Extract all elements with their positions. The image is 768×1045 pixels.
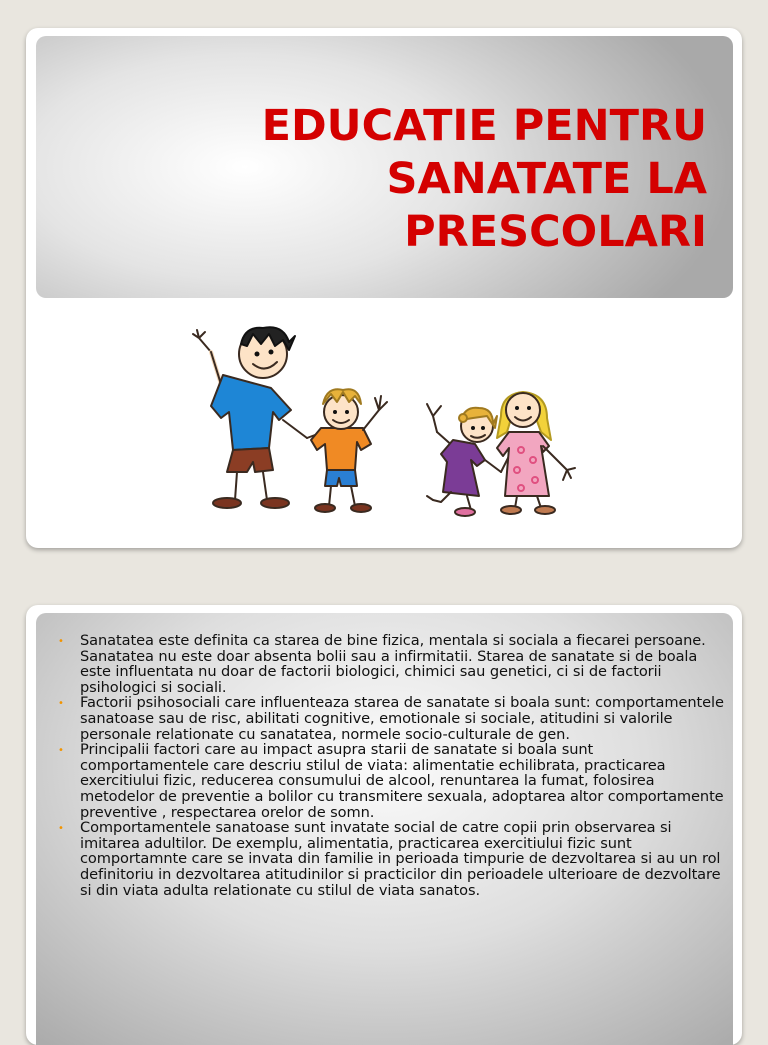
bullet-icon: •	[58, 745, 64, 757]
title-line: EDUCATIE PENTRU	[261, 101, 707, 151]
bullet-icon: •	[58, 698, 64, 710]
bullet-text: Principalii factori care au impact asupra starii de sanatate si boala sunt comportamentele care descriu stilul de viata: alimentatie echilibrata, practicarea exercitiului fizic, reducerea consumului de alcool, renuntarea la fumat, folosirea metodelor de preventie a bolilor cu transmitere sexuala, adoptarea altor comportamente preventive , respectarea orelor de somn.	[80, 741, 724, 821]
boy-figure	[193, 327, 307, 508]
title-line: PRESCOLARI	[404, 207, 707, 257]
family-illustration	[171, 320, 591, 520]
list-item	[58, 820, 726, 898]
list-item	[58, 633, 726, 695]
list-item	[58, 695, 726, 742]
bullet-text: Factorii psihosociali care influenteaza starea de sanatate si boala sunt: comportamentele sanatoase sau de risc, abilitati cognitive, emotionale si sociale, atitudini si valorile personale relationate cu sanatatea, normele socio-culturale de gen.	[80, 694, 724, 743]
list-item	[58, 742, 726, 820]
bullet-text: Sanatatea este definita ca starea de bine fizica, mentala si sociala a fiecarei persoane. Sanatatea nu este doar absenta bolii sau a infirmitatii. Starea de sanatate si de boala este influentata nu doar de factorii biologici, chimici sau genetici, ci si de factorii psihologici si sociali.	[80, 632, 706, 696]
content-panel	[36, 613, 733, 1045]
title-panel	[36, 36, 733, 298]
bullet-text: Comportamentele sanatoase sunt invatate social de catre copii prin observarea si imitarea adultilor. De exemplu, alimentatia, practicarea exercitiului fizic sunt comportamnte care se invata din familie in perioada timpurie de dezvoltarea si au un rol definitoriu in dezvoltarea atitudinilor si practicilor din perioadele ulterioare de dezvoltare si din viata adulta relationate cu stilul de viata sanatos.	[80, 819, 721, 899]
title-line: SANATATE LA	[386, 154, 707, 204]
girl-figure	[427, 404, 501, 516]
slide-title-heading	[262, 100, 707, 259]
bullet-list	[58, 633, 726, 898]
bullet-icon: •	[58, 823, 64, 835]
small-boy-figure	[307, 389, 387, 512]
bullet-icon: •	[58, 636, 64, 647]
mother-figure	[497, 392, 575, 514]
slide-content	[26, 605, 742, 1045]
slide-title	[26, 28, 742, 548]
